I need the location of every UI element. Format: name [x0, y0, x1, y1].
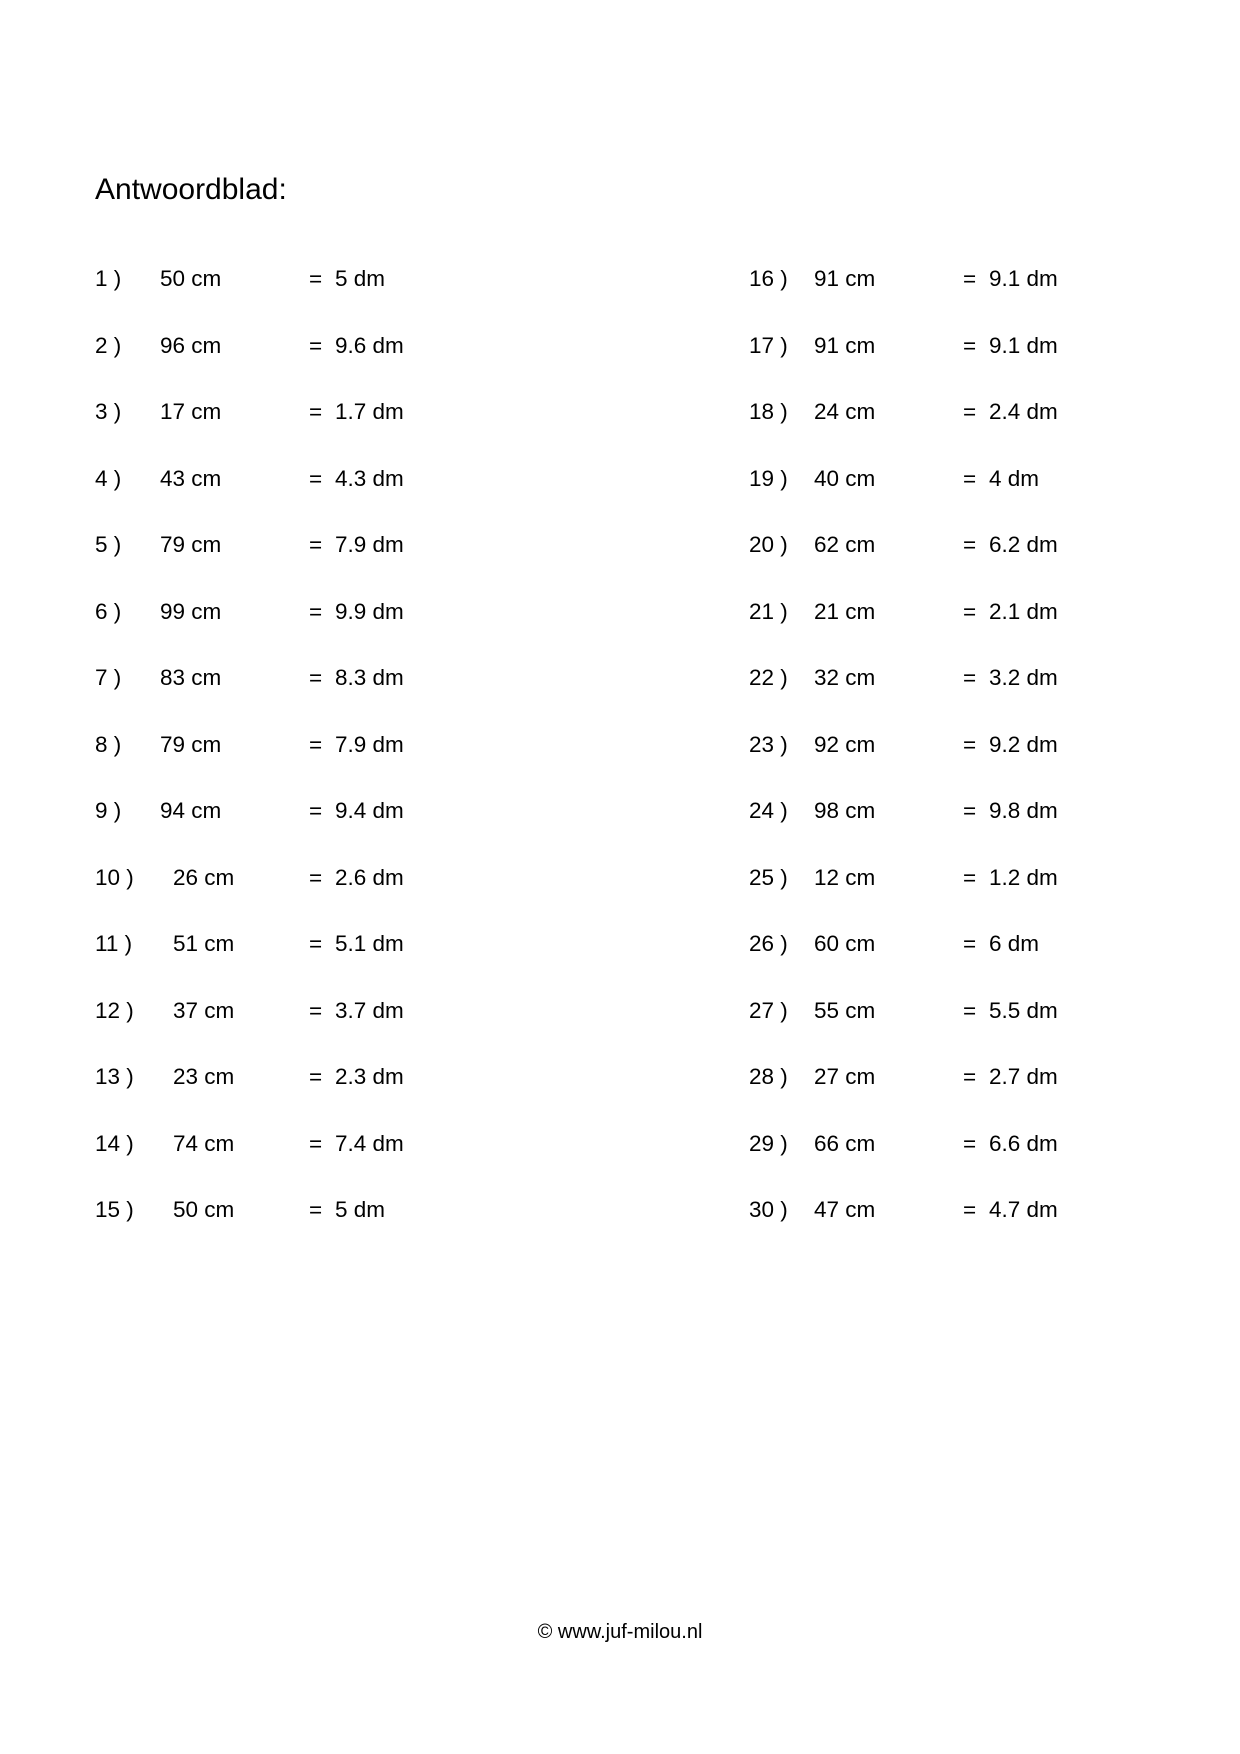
answer-row — [749, 863, 1240, 930]
exercise-number: 17 ) — [749, 332, 788, 358]
equals-sign: = — [963, 598, 977, 624]
answer-row — [749, 796, 1240, 863]
equals-sign: = — [963, 665, 977, 690]
answer-row — [749, 331, 1240, 398]
dm-answer: 6 dm — [989, 931, 1040, 956]
exercise-number: 20 ) — [749, 532, 788, 557]
exercise-number: 2 ) — [95, 332, 122, 358]
cm-value: 40 cm — [814, 465, 876, 491]
answer-row — [95, 996, 595, 1063]
dm-answer: 9.1 dm — [989, 332, 1058, 358]
answer-row — [749, 397, 1240, 464]
answer-row — [749, 929, 1240, 996]
answer-row — [749, 730, 1240, 797]
cm-value: 60 cm — [814, 931, 876, 956]
cm-value: 94 cm — [160, 798, 222, 823]
dm-answer: 9.2 dm — [989, 731, 1058, 757]
answer-row — [749, 530, 1240, 597]
answer-row — [749, 264, 1240, 331]
equals-sign: = — [309, 1197, 323, 1222]
answer-row — [95, 1129, 595, 1196]
equals-sign: = — [309, 598, 323, 624]
dm-answer: 5 dm — [335, 266, 386, 291]
exercise-number: 25 ) — [749, 864, 788, 890]
exercise-number: 28 ) — [749, 1064, 788, 1089]
exercise-number: 16 ) — [749, 266, 788, 291]
dm-answer: 2.7 dm — [989, 1064, 1058, 1089]
dm-answer: 3.7 dm — [335, 997, 404, 1023]
answer-row — [95, 1062, 595, 1129]
cm-value: 74 cm — [173, 1130, 235, 1156]
cm-value: 37 cm — [173, 997, 235, 1023]
exercise-number: 15 ) — [95, 1197, 134, 1222]
exercise-number: 23 ) — [749, 731, 788, 757]
cm-value: 32 cm — [814, 665, 876, 690]
equals-sign: = — [309, 399, 323, 424]
answer-row — [95, 796, 595, 863]
equals-sign: = — [309, 266, 323, 291]
exercise-number: 22 ) — [749, 665, 788, 690]
equals-sign: = — [963, 864, 977, 890]
exercise-number: 10 ) — [95, 864, 134, 890]
answer-row — [749, 663, 1240, 730]
cm-value: 24 cm — [814, 399, 876, 424]
equals-sign: = — [309, 665, 323, 690]
dm-answer: 1.2 dm — [989, 864, 1058, 890]
dm-answer: 4 dm — [989, 465, 1040, 491]
page-title: Antwoordblad: — [95, 173, 287, 206]
dm-answer: 9.9 dm — [335, 598, 404, 624]
cm-value: 79 cm — [160, 532, 222, 557]
equals-sign: = — [963, 266, 977, 291]
answer-row — [95, 597, 595, 664]
exercise-number: 12 ) — [95, 997, 134, 1023]
cm-value: 50 cm — [160, 266, 222, 291]
dm-answer: 2.6 dm — [335, 864, 404, 890]
exercise-number: 13 ) — [95, 1064, 134, 1089]
equals-sign: = — [963, 1130, 977, 1156]
equals-sign: = — [309, 532, 323, 557]
exercise-number: 18 ) — [749, 399, 788, 424]
dm-answer: 2.3 dm — [335, 1064, 404, 1089]
answer-row — [95, 397, 595, 464]
dm-answer: 9.1 dm — [989, 266, 1058, 291]
exercise-number: 6 ) — [95, 598, 122, 624]
cm-value: 66 cm — [814, 1130, 876, 1156]
equals-sign: = — [309, 1130, 323, 1156]
exercise-number: 8 ) — [95, 731, 122, 757]
exercise-number: 7 ) — [95, 665, 122, 690]
dm-answer: 6.2 dm — [989, 532, 1058, 557]
equals-sign: = — [309, 798, 323, 823]
equals-sign: = — [309, 465, 323, 491]
equals-sign: = — [963, 532, 977, 557]
answer-row — [95, 530, 595, 597]
dm-answer: 5 dm — [335, 1197, 386, 1222]
dm-answer: 5.5 dm — [989, 997, 1058, 1023]
cm-value: 17 cm — [160, 399, 222, 424]
equals-sign: = — [309, 731, 323, 757]
equals-sign: = — [309, 997, 323, 1023]
exercise-number: 3 ) — [95, 399, 122, 424]
equals-sign: = — [963, 997, 977, 1023]
cm-value: 12 cm — [814, 864, 876, 890]
cm-value: 21 cm — [814, 598, 876, 624]
equals-sign: = — [309, 1064, 323, 1089]
equals-sign: = — [963, 931, 977, 956]
cm-value: 27 cm — [814, 1064, 876, 1089]
equals-sign: = — [963, 1064, 977, 1089]
exercise-number: 11 ) — [95, 931, 133, 956]
cm-value: 43 cm — [160, 465, 222, 491]
exercise-number: 9 ) — [95, 798, 122, 823]
equals-sign: = — [309, 332, 323, 358]
cm-value: 55 cm — [814, 997, 876, 1023]
exercise-number: 5 ) — [95, 532, 122, 557]
cm-value: 47 cm — [814, 1197, 876, 1222]
answer-row — [749, 464, 1240, 531]
equals-sign: = — [963, 399, 977, 424]
dm-answer: 9.6 dm — [335, 332, 404, 358]
exercise-number: 27 ) — [749, 997, 788, 1023]
exercise-number: 14 ) — [95, 1130, 134, 1156]
exercise-number: 21 ) — [749, 598, 788, 624]
answer-row — [95, 264, 595, 331]
answer-row — [749, 1062, 1240, 1129]
dm-answer: 7.9 dm — [335, 731, 404, 757]
dm-answer: 9.4 dm — [335, 798, 404, 823]
answer-row — [95, 929, 595, 996]
exercise-number: 29 ) — [749, 1130, 788, 1156]
cm-value: 83 cm — [160, 665, 222, 690]
equals-sign: = — [963, 731, 977, 757]
dm-answer: 7.9 dm — [335, 532, 404, 557]
cm-value: 91 cm — [814, 266, 876, 291]
equals-sign: = — [963, 465, 977, 491]
cm-value: 92 cm — [814, 731, 876, 757]
answer-row — [95, 730, 595, 797]
answer-row — [749, 996, 1240, 1063]
dm-answer: 2.1 dm — [989, 598, 1058, 624]
equals-sign: = — [963, 1197, 977, 1222]
dm-answer: 4.7 dm — [989, 1197, 1058, 1222]
dm-answer: 5.1 dm — [335, 931, 404, 956]
dm-answer: 4.3 dm — [335, 465, 404, 491]
equals-sign: = — [309, 931, 323, 956]
cm-value: 26 cm — [173, 864, 235, 890]
answer-row — [749, 597, 1240, 664]
answer-column-right — [749, 264, 1240, 1262]
exercise-number: 26 ) — [749, 931, 788, 956]
answer-row — [749, 1129, 1240, 1196]
dm-answer: 6.6 dm — [989, 1130, 1058, 1156]
cm-value: 99 cm — [160, 598, 222, 624]
dm-answer: 9.8 dm — [989, 798, 1058, 823]
equals-sign: = — [309, 864, 323, 890]
cm-value: 51 cm — [173, 931, 235, 956]
answer-column-left — [95, 264, 595, 1262]
dm-answer: 1.7 dm — [335, 399, 404, 424]
cm-value: 50 cm — [173, 1197, 235, 1222]
equals-sign: = — [963, 332, 977, 358]
cm-value: 98 cm — [814, 798, 876, 823]
equals-sign: = — [963, 798, 977, 823]
dm-answer: 2.4 dm — [989, 399, 1058, 424]
dm-answer: 7.4 dm — [335, 1130, 404, 1156]
cm-value: 62 cm — [814, 532, 876, 557]
exercise-number: 4 ) — [95, 465, 122, 491]
answer-row — [95, 663, 595, 730]
cm-value: 79 cm — [160, 731, 222, 757]
dm-answer: 8.3 dm — [335, 665, 404, 690]
answer-row — [95, 464, 595, 531]
exercise-number: 19 ) — [749, 465, 788, 491]
answer-row — [95, 331, 595, 398]
answer-row — [749, 1195, 1240, 1262]
dm-answer: 3.2 dm — [989, 665, 1058, 690]
copyright-footer: © www.juf-milou.nl — [537, 1621, 703, 1643]
cm-value: 23 cm — [173, 1064, 235, 1089]
answer-row — [95, 1195, 595, 1262]
cm-value: 96 cm — [160, 332, 222, 358]
exercise-number: 24 ) — [749, 798, 788, 823]
exercise-number: 30 ) — [749, 1197, 788, 1222]
cm-value: 91 cm — [814, 332, 876, 358]
exercise-number: 1 ) — [95, 266, 122, 291]
answer-row — [95, 863, 595, 930]
